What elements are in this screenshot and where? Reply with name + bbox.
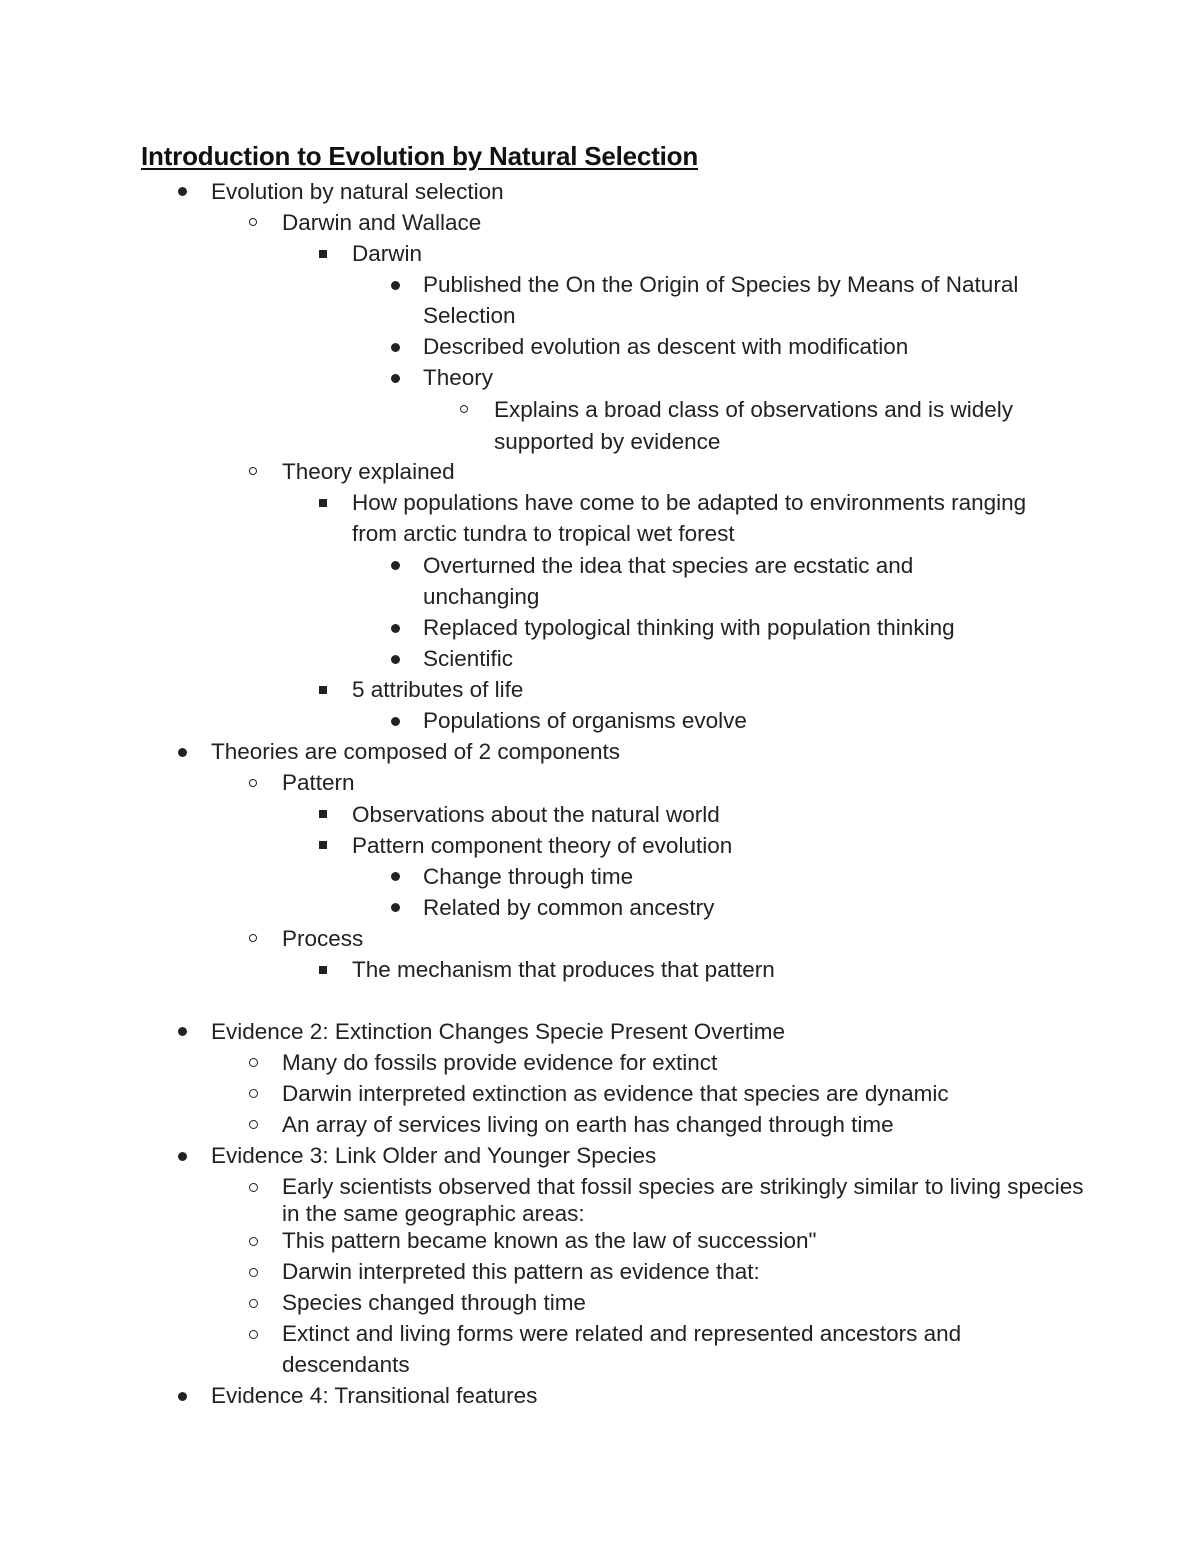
disc-bullet [391, 872, 400, 881]
outline-item-continuation: unchanging [423, 584, 540, 609]
outline-item-level-2: Theory explained [282, 459, 455, 484]
outline-item-level-2: Extinct and living forms were related and represented ancestors and [282, 1321, 962, 1346]
outline-item-level-4: Related by common ancestry [423, 895, 715, 920]
outline-item-level-4: Change through time [423, 864, 634, 889]
outline-item-level-3: Pattern component theory of evolution [352, 833, 733, 858]
circle-bullet [249, 1268, 258, 1277]
outline-item-continuation: in the same geographic areas: [282, 1201, 585, 1226]
outline-item-level-2: Species changed through time [282, 1290, 586, 1315]
square-bullet [319, 686, 327, 694]
disc-bullet [391, 717, 400, 726]
disc-bullet [178, 1392, 187, 1401]
disc-bullet [391, 561, 400, 570]
outline-item-level-3: The mechanism that produces that pattern [352, 957, 775, 982]
outline-item-level-3: Darwin [352, 241, 423, 266]
outline-item-level-2: Process [282, 926, 364, 951]
disc-bullet [391, 343, 400, 352]
circle-bullet [249, 1330, 258, 1339]
outline-item-level-2: Darwin interpreted extinction as evidence that species are dynamic [282, 1081, 949, 1106]
square-bullet [319, 810, 327, 818]
document-title: Introduction to Evolution by Natural Selection [141, 141, 699, 171]
square-bullet [319, 499, 327, 507]
outline-item-level-3: Observations about the natural world [352, 802, 720, 827]
outline-item-level-2: Early scientists observed that fossil species are strikingly similar to living species [282, 1174, 1084, 1199]
outline-item-level-3: How populations have come to be adapted to environments ranging [352, 490, 1027, 515]
circle-bullet [249, 1183, 258, 1192]
square-bullet [319, 250, 327, 258]
outline-item-level-2: Pattern [282, 770, 355, 795]
outline-item-level-5: Explains a broad class of observations and is widely [494, 397, 1014, 422]
circle-bullet [249, 779, 257, 787]
square-bullet [319, 841, 327, 849]
disc-bullet [178, 1027, 187, 1036]
circle-bullet [249, 1058, 258, 1067]
outline-item-continuation: descendants [282, 1352, 410, 1377]
outline-item-continuation: Selection [423, 303, 516, 328]
circle-bullet [249, 218, 257, 226]
outline-item-level-1: Evidence 2: Extinction Changes Specie Present Overtime [211, 1019, 786, 1044]
outline-item-level-2: Many do fossils provide evidence for extinct [282, 1050, 718, 1075]
square-bullet [319, 966, 327, 974]
disc-bullet [391, 655, 400, 664]
outline-item-level-2: This pattern became known as the law of succession" [282, 1228, 817, 1253]
disc-bullet [391, 374, 400, 383]
outline-item-level-4: Replaced typological thinking with population thinking [423, 615, 955, 640]
outline-item-continuation: from arctic tundra to tropical wet forest [352, 521, 735, 546]
circle-bullet [249, 1299, 258, 1308]
outline-item-level-4: Theory [423, 365, 494, 390]
outline-item-level-2: An array of services living on earth has changed through time [282, 1112, 894, 1137]
circle-bullet [460, 405, 468, 413]
outline-item-level-1: Evidence 3: Link Older and Younger Species [211, 1143, 657, 1168]
outline-item-level-4: Described evolution as descent with modification [423, 334, 909, 359]
outline-item-level-1: Evolution by natural selection [211, 179, 504, 204]
outline-item-level-3: 5 attributes of life [352, 677, 524, 702]
disc-bullet [391, 281, 400, 290]
outline-item-level-2: Darwin interpreted this pattern as evidence that: [282, 1259, 760, 1284]
disc-bullet [178, 1152, 187, 1161]
outline-item-level-4: Populations of organisms evolve [423, 708, 747, 733]
outline-item-level-1: Theories are composed of 2 components [211, 739, 620, 764]
circle-bullet [249, 1089, 258, 1098]
outline-item-level-4: Overturned the idea that species are ecstatic and [423, 553, 914, 578]
outline-item-level-4: Published the On the Origin of Species by Means of Natural [423, 272, 1019, 297]
disc-bullet [178, 748, 187, 757]
disc-bullet [391, 624, 400, 633]
outline-item-level-2: Darwin and Wallace [282, 210, 482, 235]
disc-bullet [178, 187, 187, 196]
circle-bullet [249, 1237, 258, 1246]
outline-item-continuation: supported by evidence [494, 429, 721, 454]
disc-bullet [391, 903, 400, 912]
outline-item-level-1: Evidence 4: Transitional features [211, 1383, 538, 1408]
circle-bullet [249, 1120, 258, 1129]
outline-item-level-4: Scientific [423, 646, 514, 671]
circle-bullet [249, 934, 257, 942]
circle-bullet [249, 467, 257, 475]
